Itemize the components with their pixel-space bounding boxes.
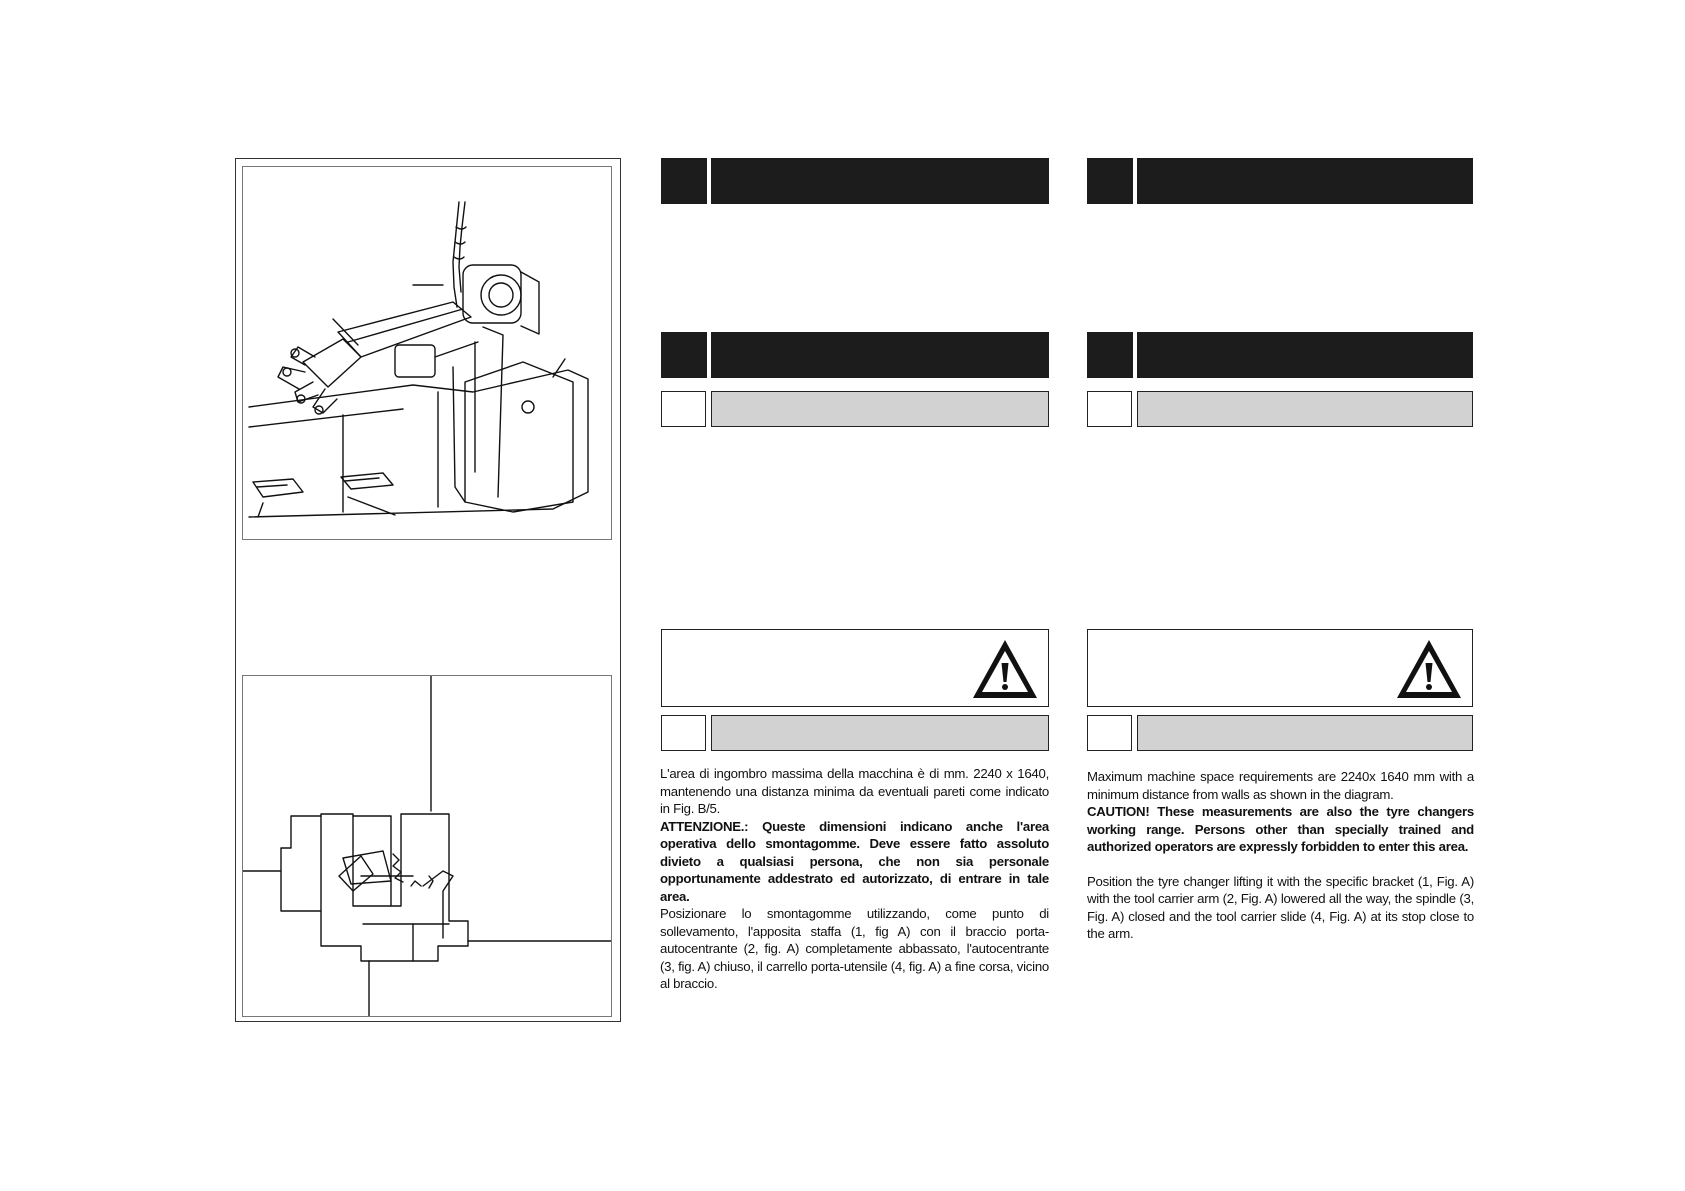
section-number-box — [1087, 332, 1133, 378]
subsection-title-bar — [1137, 391, 1473, 427]
figure-b-space-diagram — [242, 675, 612, 1017]
english-subsection-header-1 — [1087, 391, 1473, 427]
italian-warning-box — [661, 629, 1049, 707]
english-caution-text: CAUTION! These measurements are also the tyre changers working range. Persons other than specially trained and authorized operators are expressly forbidden to enter this area. — [1087, 804, 1474, 854]
english-section-header-2 — [1087, 332, 1473, 378]
subsection-title-bar — [1137, 715, 1473, 751]
figure-a-lifting-illustration — [242, 166, 612, 540]
subsection-number-box — [661, 715, 706, 751]
warning-triangle-icon — [1394, 637, 1464, 701]
section-number-box — [661, 158, 707, 204]
subsection-number-box — [1087, 715, 1132, 751]
italian-section-header-2 — [661, 332, 1049, 378]
section-number-box — [661, 332, 707, 378]
subsection-title-bar — [711, 715, 1049, 751]
italian-subsection-header-2 — [661, 715, 1049, 751]
section-title-bar — [1137, 332, 1473, 378]
italian-section-header-1 — [661, 158, 1049, 204]
italian-caution-text: ATTENZIONE.: Queste dimensioni indicano anche l'area operativa dello smontagomme. Deve essere fatto assoluto divieto a qualsiasi persona, che non sia personale opportunamente addestrato ed autorizzato, di entrare in tale area. — [660, 818, 1049, 904]
warning-triangle-icon — [970, 637, 1040, 701]
english-body-text — [1087, 768, 1474, 943]
italian-subsection-header-1 — [661, 391, 1049, 427]
italian-body-text — [660, 765, 1049, 993]
italian-paragraph-1: L'area di ingombro massima della macchina è di mm. 2240 x 1640, mantenendo una distanza minima da eventuali pareti come indicato in Fig. B/5. — [660, 766, 1049, 816]
section-title-bar — [711, 158, 1049, 204]
paragraph-spacer — [1087, 856, 1474, 873]
section-title-bar — [711, 332, 1049, 378]
section-number-box — [1087, 158, 1133, 204]
section-title-bar — [1137, 158, 1473, 204]
subsection-title-bar — [711, 391, 1049, 427]
english-section-header-1 — [1087, 158, 1473, 204]
english-paragraph-2: Position the tyre changer lifting it with the specific bracket (1, Fig. A) with the tool carrier arm (2, Fig. A) lowered all the way, the spindle (3, Fig. A) closed and the tool carrier slide (4, Fig. A) at its stop close to the arm. — [1087, 873, 1474, 941]
subsection-number-box — [1087, 391, 1132, 427]
english-paragraph-1: Maximum machine space requirements are 2240x 1640 mm with a minimum distance from walls as shown in the diagram. — [1087, 769, 1474, 802]
italian-paragraph-2: Posizionare lo smontagomme utilizzando, come punto di sollevamento, l'apposita staffa (1, fig A) con il braccio porta-autocentrante (2, fig. A) completamente abbassato, l'autocentrante (3, fig. A) chiuso, il carrello porta-utensile (4, fig. A) a fine corsa, vicino al braccio. — [660, 906, 1049, 991]
english-subsection-header-2 — [1087, 715, 1473, 751]
english-warning-box — [1087, 629, 1473, 707]
subsection-number-box — [661, 391, 706, 427]
